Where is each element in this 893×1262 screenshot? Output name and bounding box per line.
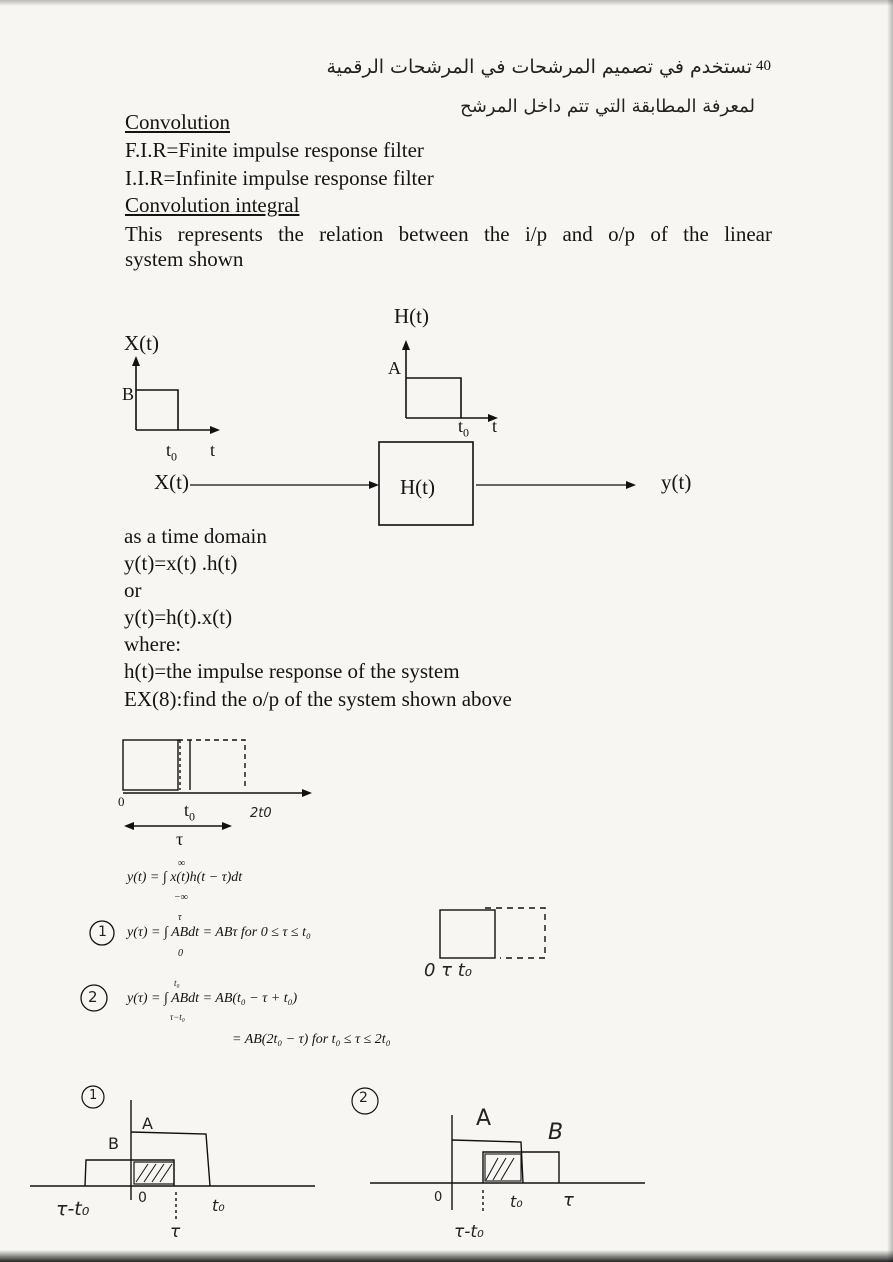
- h-pulse-y-arrow: [402, 340, 410, 350]
- eq0-lower-limit: −∞: [174, 892, 188, 903]
- body-line-3: or: [124, 578, 142, 602]
- body-line-4: y(t)=h(t).x(t): [124, 605, 233, 629]
- x-pulse-plot: [132, 356, 220, 434]
- intro-line-1: This represents the relation between the i/p and o/p of the linear: [125, 222, 772, 246]
- body-line-5: where:: [124, 632, 182, 656]
- case1-sketch-label: 0 τ t₀: [424, 960, 473, 981]
- x-pulse-y-arrow: [132, 356, 140, 366]
- sketch-2: [365, 1080, 655, 1250]
- scan-bottom-edge: [0, 1250, 893, 1262]
- eq2-lower-limit: τ−t₀: [170, 1012, 185, 1022]
- example-overlap-diagram: [100, 730, 340, 835]
- equation-case1: y(τ) = ∫ ABdt = ABτ for 0 ≤ τ ≤ t₀: [127, 925, 311, 940]
- intro-line-2: system shown: [125, 247, 244, 271]
- example-shifted-pulse: [178, 740, 245, 790]
- output-arrow: [626, 481, 636, 489]
- eq2-upper-limit: t₀: [174, 978, 180, 988]
- example-origin-label: 0: [118, 794, 125, 809]
- eq1-upper-limit: τ: [178, 912, 182, 923]
- input-signal-label: X(t): [154, 470, 189, 494]
- arabic-note-line-2: لمعرفة المطابقة التي تتم داخل المرشح: [460, 96, 755, 117]
- page-number: 40: [756, 58, 771, 74]
- sketch2-zero-label: 0: [434, 1190, 443, 1205]
- block-label: H(t): [400, 475, 435, 499]
- case1-marker: 1: [98, 924, 107, 940]
- iir-definition: I.I.R=Infinite impulse response filter: [125, 166, 434, 190]
- x-pulse-t-label: t: [210, 440, 216, 460]
- output-signal-label: y(t): [661, 470, 692, 494]
- x-pulse-x-arrow: [210, 426, 220, 434]
- sketch1-marker: 1: [89, 1088, 98, 1103]
- sketch1-tau-label: τ: [170, 1222, 181, 1242]
- scan-top-edge: [0, 0, 893, 6]
- h-pulse-plot: [402, 340, 498, 422]
- scan-right-edge: [887, 0, 893, 1262]
- sketch2-t0-label: t₀: [510, 1192, 523, 1211]
- eq1-lower-limit: 0: [178, 948, 183, 959]
- h-pulse-rect: [406, 378, 461, 418]
- h-pulse-t0-label: $t_0$: [458, 416, 470, 440]
- sketch1-zero-label: 0: [138, 1190, 147, 1206]
- fir-definition: F.I.R=Finite impulse response filter: [125, 138, 424, 162]
- h-pulse-amplitude: A: [388, 358, 401, 378]
- body-line-7: EX(8):find the o/p of the system shown above: [124, 687, 512, 711]
- sketch2-marker: 2: [359, 1090, 368, 1106]
- body-line-6: h(t)=the impulse response of the system: [124, 659, 460, 683]
- x-pulse-rect: [136, 390, 178, 430]
- arabic-note-line-1: تستخدم في تصميم المرشحات في المرشحات الرقمية: [326, 56, 752, 78]
- sketch1-t0-label: t₀: [212, 1196, 225, 1215]
- x-pulse-amplitude: B: [122, 384, 135, 404]
- sketch1-amplitude-b: B: [108, 1134, 119, 1153]
- sketch-1: [30, 1080, 340, 1250]
- equation-case2-result: = AB(2t₀ − τ) for t₀ ≤ τ ≤ 2t₀: [232, 1032, 391, 1047]
- x-pulse-title: X(t): [124, 331, 159, 355]
- convolution-integral-heading: Convolution integral: [125, 193, 300, 217]
- x-pulse-t0-label: $t_0$: [166, 440, 178, 464]
- convolution-heading: Convolution: [125, 110, 231, 134]
- sketch2-bottom-label: τ-t₀: [454, 1222, 484, 1242]
- example-2t0-label: 2t0: [250, 806, 272, 821]
- sketch1-amplitude-a: A: [142, 1114, 153, 1133]
- input-arrow: [369, 481, 379, 489]
- sketch2-amplitude-b: B: [548, 1120, 564, 1145]
- equation-case2: y(τ) = ∫ ABdt = AB(t₀ − τ + t₀): [127, 991, 298, 1006]
- system-block-diagram: [0, 290, 893, 540]
- example-t0-label: $t_0$: [184, 800, 196, 824]
- body-line-1: as a time domain: [124, 524, 267, 548]
- example-tau-label: τ: [176, 829, 184, 849]
- sketch1-left-label: τ-t₀: [56, 1198, 90, 1220]
- h-pulse-title: H(t): [394, 304, 429, 328]
- equation-convolution: y(t) = ∫ x(t)h(t − τ)dt: [127, 870, 243, 885]
- case2-marker: 2: [88, 988, 98, 1006]
- eq0-upper-limit: ∞: [178, 858, 186, 869]
- body-line-2: y(t)=x(t) .h(t): [124, 551, 238, 575]
- h-pulse-t-label: t: [492, 416, 498, 436]
- sketch2-tau-label: τ: [563, 1190, 574, 1211]
- example-fixed-pulse: [123, 740, 178, 790]
- sketch2-amplitude-a: A: [476, 1106, 492, 1131]
